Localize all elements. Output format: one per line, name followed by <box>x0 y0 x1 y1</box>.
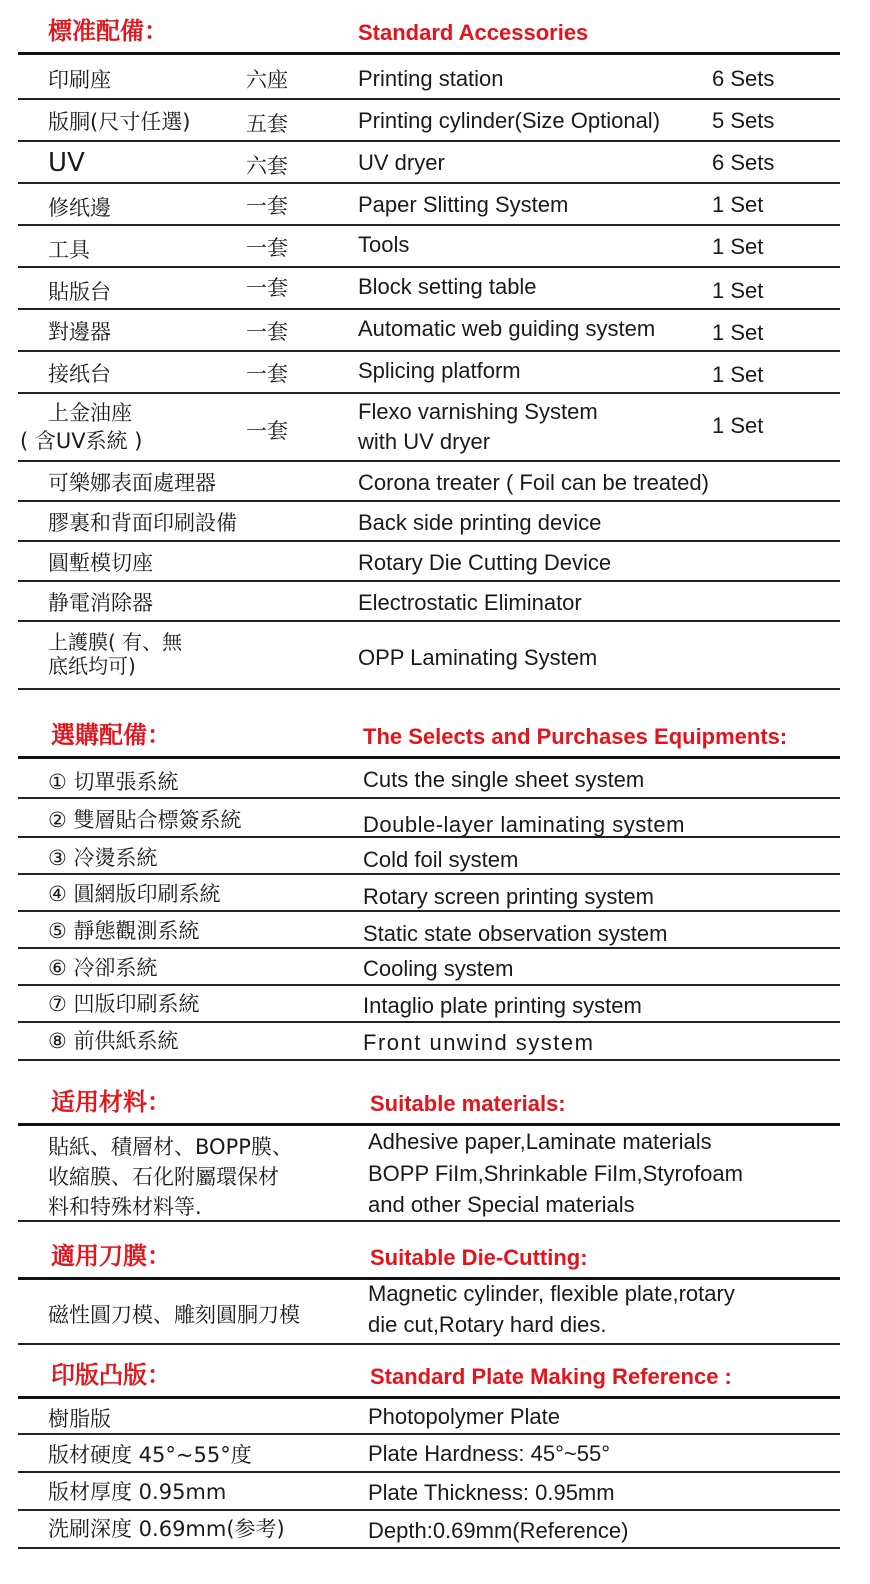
item-zh: 樹脂版 <box>48 1407 111 1431</box>
item-zh: ⑧ 前供紙系統 <box>48 1029 179 1053</box>
item-zh: 接纸台 <box>48 362 111 386</box>
table-row <box>18 542 840 582</box>
section-header-plate <box>18 1352 840 1399</box>
materials-en-line1: Adhesive paper,Laminate materials <box>368 1129 712 1154</box>
item-zh: 版材厚度 0.95mm <box>48 1480 227 1504</box>
table-row <box>18 1435 840 1473</box>
diecut-row <box>18 1280 840 1345</box>
optional-table <box>18 759 840 1061</box>
item-en: Block setting table <box>358 274 537 299</box>
item-en: Plate Hardness: 45°~55° <box>368 1441 611 1466</box>
diecut-zh: 磁性圓刀模、雕刻圓胴刀模 <box>48 1303 300 1327</box>
table-row <box>18 1399 840 1435</box>
item-en: Double-layer laminating system <box>363 812 685 837</box>
item-zh: ③ 冷燙系統 <box>48 846 158 870</box>
diecut-en-line1: Magnetic cylinder, flexible plate,rotary <box>368 1281 735 1306</box>
item-zh: ④ 圓網版印刷系統 <box>48 882 221 906</box>
section-header-optional <box>18 712 840 759</box>
table-row <box>18 912 840 949</box>
qty-zh: 六套 <box>246 154 288 178</box>
item-en: Printing cylinder(Size Optional) <box>358 108 661 133</box>
item-zh: 膠裏和背面印刷設備 <box>48 511 237 535</box>
item-en: Electrostatic Eliminator <box>358 590 582 615</box>
materials-row <box>18 1126 840 1222</box>
table-row <box>18 622 840 690</box>
qty-en: 1 Set <box>712 413 764 438</box>
table-row <box>18 58 840 100</box>
materials-block <box>18 1126 840 1222</box>
qty-en: 1 Set <box>712 234 764 259</box>
table-row <box>18 582 840 622</box>
item-en: Rotary screen printing system <box>363 884 654 909</box>
item-en: UV dryer <box>358 150 445 175</box>
table-row <box>18 502 840 542</box>
item-en: Front unwind system <box>363 1030 595 1055</box>
table-row <box>18 394 840 462</box>
materials-zh-line3: 料和特殊材料等. <box>48 1195 202 1219</box>
table-row <box>18 184 840 226</box>
section-header-diecut <box>18 1233 840 1280</box>
item-en: Rotary Die Cutting Device <box>358 550 612 575</box>
section-title-zh: 适用材料： <box>51 1089 171 1116</box>
section-header-materials <box>18 1079 840 1126</box>
item-zh-line1: 上護膜( 有、無 <box>48 630 183 654</box>
qty-en: 1 Set <box>712 320 764 345</box>
item-en: Cuts the single sheet system <box>363 767 645 792</box>
section-header-standard <box>18 8 840 55</box>
item-en: Static state observation system <box>363 921 668 946</box>
section-title-en: Suitable Die-Cutting: <box>370 1245 588 1270</box>
section-title-en: Standard Plate Making Reference : <box>370 1364 732 1389</box>
item-en: Automatic web guiding system <box>358 316 656 341</box>
materials-zh-line1: 貼紙、積層材、BOPP膜、 <box>48 1135 293 1159</box>
table-row <box>18 875 840 912</box>
section-title-zh: 標准配備： <box>48 18 168 45</box>
qty-zh: 一套 <box>246 276 288 300</box>
qty-zh: 六座 <box>246 68 288 92</box>
table-row <box>18 949 840 986</box>
table-row <box>18 268 840 310</box>
item-zh: 版材硬度 45°~55°度 <box>48 1443 252 1467</box>
table-row <box>18 226 840 268</box>
item-en: Depth:0.69mm(Reference) <box>368 1518 629 1543</box>
item-zh: 洗刷深度 0.69mm(参考) <box>48 1517 285 1541</box>
table-row <box>18 799 840 838</box>
item-zh: ⑤ 靜態觀測系統 <box>48 919 200 943</box>
table-row <box>18 142 840 184</box>
item-en: Paper Slitting System <box>358 192 569 217</box>
section-title-zh: 適用刀膜： <box>51 1243 171 1270</box>
item-zh: 静電消除器 <box>48 591 153 615</box>
item-zh: UV <box>48 148 85 178</box>
qty-zh: 一套 <box>246 362 288 386</box>
item-zh: 修纸邊 <box>48 196 111 220</box>
qty-zh: 一套 <box>246 236 288 260</box>
item-zh: ② 雙層貼合標簽系統 <box>48 808 242 832</box>
item-en: Back side printing device <box>358 510 602 535</box>
item-en-line2: with UV dryer <box>358 429 491 454</box>
item-en: Cold foil system <box>363 847 519 872</box>
section-title-en: Suitable materials: <box>370 1091 566 1116</box>
section-title-en: The Selects and Purchases Equipments: <box>363 724 788 749</box>
item-zh-line2: 底纸均可) <box>48 654 136 678</box>
item-zh: 圓塹模切座 <box>48 551 153 575</box>
materials-en-line3: and other Special materials <box>368 1192 635 1217</box>
table-row <box>18 1023 840 1061</box>
materials-zh-line2: 收縮膜、石化附屬環保材 <box>48 1165 279 1189</box>
item-zh: ① 切單張系統 <box>48 770 179 794</box>
qty-en: 1 Set <box>712 362 764 387</box>
item-zh: ⑥ 冷卻系統 <box>48 956 158 980</box>
qty-zh: 五套 <box>246 112 288 136</box>
item-en: Splicing platform <box>358 358 521 383</box>
table-row <box>18 838 840 875</box>
item-zh: 工具 <box>48 238 90 262</box>
section-title-en: Standard Accessories <box>358 20 589 45</box>
item-zh: 版胴(尺寸任選) <box>48 110 191 134</box>
table-row <box>18 986 840 1023</box>
item-en: Printing station <box>358 66 504 91</box>
item-en: Cooling system <box>363 956 514 981</box>
item-zh-line2: ( 含UV系統 ) <box>20 429 143 453</box>
item-zh: 對邊器 <box>48 320 111 344</box>
item-zh-line1: 上金油座 <box>48 401 132 425</box>
qty-en: 6 Sets <box>712 150 775 175</box>
item-en: Corona treater ( Foil can be treated) <box>358 470 709 495</box>
item-en-line1: Flexo varnishing System <box>358 399 598 424</box>
materials-en-line2: BOPP FiIm,Shrinkable FiIm,Styrofoam <box>368 1161 743 1186</box>
item-zh: 印刷座 <box>48 68 111 92</box>
diecut-block <box>18 1280 840 1345</box>
qty-en: 1 Set <box>712 278 764 303</box>
table-row <box>18 462 840 502</box>
table-row <box>18 352 840 394</box>
qty-zh: 一套 <box>246 419 288 443</box>
table-row <box>18 1473 840 1511</box>
item-en: Intaglio plate printing system <box>363 993 642 1018</box>
table-row <box>18 1511 840 1549</box>
qty-en: 1 Set <box>712 192 764 217</box>
item-en: OPP Laminating System <box>358 645 598 670</box>
item-en: Photopolymer Plate <box>368 1404 560 1429</box>
standard-table <box>18 58 840 690</box>
qty-en: 5 Sets <box>712 108 775 133</box>
item-en: Tools <box>358 232 410 257</box>
table-row <box>18 100 840 142</box>
section-title-zh: 印版凸版： <box>51 1362 171 1389</box>
table-row <box>18 310 840 352</box>
item-zh: 可樂娜表面處理器 <box>48 471 216 495</box>
diecut-en-line2: die cut,Rotary hard dies. <box>368 1312 607 1337</box>
qty-zh: 一套 <box>246 320 288 344</box>
item-en: Plate Thickness: 0.95mm <box>368 1480 615 1505</box>
item-zh: ⑦ 凹版印刷系統 <box>48 992 200 1016</box>
qty-zh: 一套 <box>246 194 288 218</box>
plate-table <box>18 1399 840 1549</box>
qty-en: 6 Sets <box>712 66 775 91</box>
table-row <box>18 759 840 799</box>
section-title-zh: 選購配備： <box>51 722 171 749</box>
item-zh: 貼版台 <box>48 280 111 304</box>
